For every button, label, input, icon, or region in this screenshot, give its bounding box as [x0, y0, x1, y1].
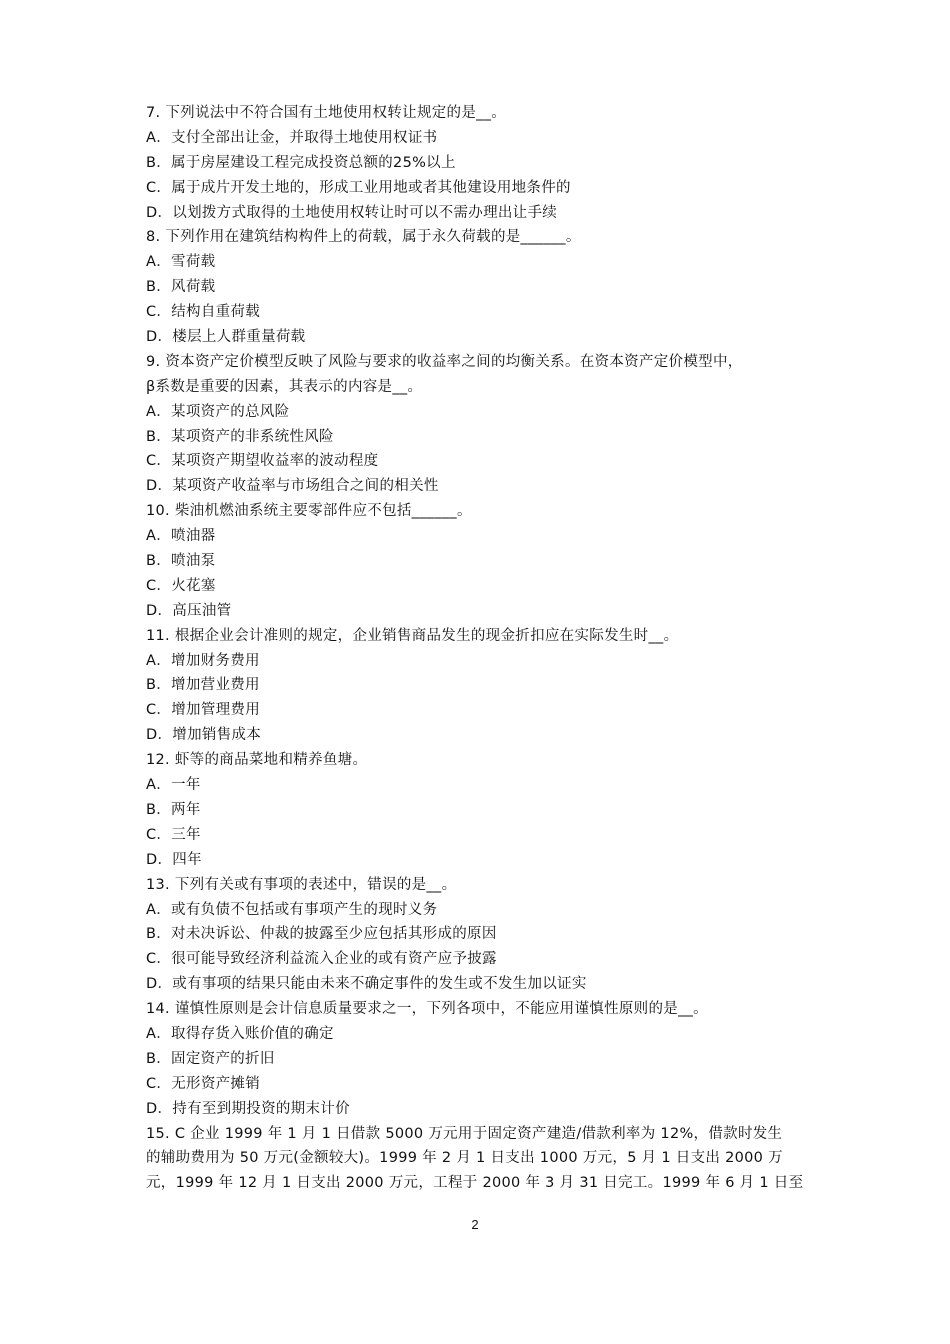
question-10-option-b: B．喷油泵 — [146, 553, 216, 570]
question-14-option-c: C．无形资产摊销 — [146, 1075, 261, 1092]
question-15-stem-line-2: 的辅助费用为 50 万元(金额较大)。1999 年 2 月 1 日支出 1000 万元，5 月 1 日支出 2000 万 — [146, 1150, 783, 1167]
question-7-option-a: A．支付全部出让金，并取得土地使用权证书 — [146, 129, 438, 146]
question-8-option-b: B．风荷载 — [146, 279, 216, 296]
question-9-option-d: D．某项资产收益率与市场组合之间的相关性 — [146, 478, 439, 495]
question-9-option-b: B．某项资产的非系统性风险 — [146, 428, 334, 445]
question-11-stem: 11. 根据企业会计准则的规定，企业销售商品发生的现金折扣应在实际发生时__。 — [146, 627, 679, 644]
question-12-option-d: D．四年 — [146, 851, 202, 868]
question-13-stem: 13. 下列有关或有事项的表述中，错误的是__。 — [146, 876, 457, 893]
question-10-option-a: A．喷油器 — [146, 528, 216, 545]
question-7-stem: 7. 下列说法中不符合国有土地使用权转让规定的是__。 — [146, 105, 507, 121]
question-13-option-c: C．很可能导致经济利益流入企业的或有资产应予披露 — [146, 951, 497, 968]
question-9-stem-line-2: β系数是重要的因素，其表示的内容是__。 — [146, 378, 423, 395]
question-13-option-a: A．或有负债不包括或有事项产生的现时义务 — [146, 901, 438, 918]
question-8-option-a: A．雪荷载 — [146, 254, 216, 271]
question-11-option-c: C．增加管理费用 — [146, 702, 261, 719]
question-7-option-d: D．以划拨方式取得的土地使用权转让时可以不需办理出让手续 — [146, 204, 558, 221]
question-11-option-a: A．增加财务费用 — [146, 652, 260, 669]
question-9-option-a: A．某项资产的总风险 — [146, 403, 290, 420]
question-12-stem: 12. 虾等的商品菜地和精养鱼塘。 — [146, 752, 368, 769]
question-14-option-d: D．持有至到期投资的期末计价 — [146, 1100, 350, 1117]
question-13-option-b: B．对未决诉讼、仲裁的披露至少应包括其形成的原因 — [146, 926, 497, 943]
question-14-option-a: A．取得存货入账价值的确定 — [146, 1025, 334, 1042]
question-8-option-d: D．楼层上人群重量荷载 — [146, 329, 306, 346]
question-15-stem-line-3: 元，1999 年 12 月 1 日支出 2000 万元，工程于 2000 年 3 月 31 日完工。1999 年 6 月 1 日至 — [146, 1175, 804, 1192]
question-14-stem: 14. 谨慎性原则是会计信息质量要求之一，下列各项中，不能应用谨慎性原则的是__。 — [146, 1001, 708, 1018]
question-7-option-b: B．属于房屋建设工程完成投资总额的25%以上 — [146, 154, 456, 171]
question-9-option-c: C．某项资产期望收益率的波动程度 — [146, 453, 379, 470]
question-8-option-c: C．结构自重荷载 — [146, 304, 261, 321]
question-13-option-d: D．或有事项的结果只能由未来不确定事件的发生或不发生加以证实 — [146, 976, 587, 993]
question-12-option-c: C．三年 — [146, 826, 201, 843]
question-11-option-d: D．增加销售成本 — [146, 727, 262, 744]
question-10-stem: 10. 柴油机燃油系统主要零部件应不包括______。 — [146, 503, 472, 520]
document-body — [146, 101, 810, 1196]
question-14-option-b: B．固定资产的折旧 — [146, 1050, 275, 1067]
question-8-stem: 8. 下列作用在建筑结构构件上的荷载，属于永久荷载的是______。 — [146, 229, 581, 246]
question-11-option-b: B．增加营业费用 — [146, 677, 260, 694]
question-15-stem-line-1: 15. C 企业 1999 年 1 月 1 日借款 5000 万元用于固定资产建造/借款利率为 12%，借款时发生 — [146, 1125, 783, 1142]
question-12-option-b: B．两年 — [146, 801, 201, 818]
question-10-option-d: D．高压油管 — [146, 602, 232, 619]
question-7-option-c: C．属于成片开发土地的，形成工业用地或者其他建设用地条件的 — [146, 179, 571, 196]
question-12-option-a: A．一年 — [146, 777, 201, 794]
question-9-stem-line-1: 9. 资本资产定价模型反映了风险与要求的收益率之间的均衡关系。在资本资产定价模型中， — [146, 353, 743, 370]
page-number: 2 — [471, 1217, 479, 1232]
question-10-option-c: C．火花塞 — [146, 577, 216, 594]
